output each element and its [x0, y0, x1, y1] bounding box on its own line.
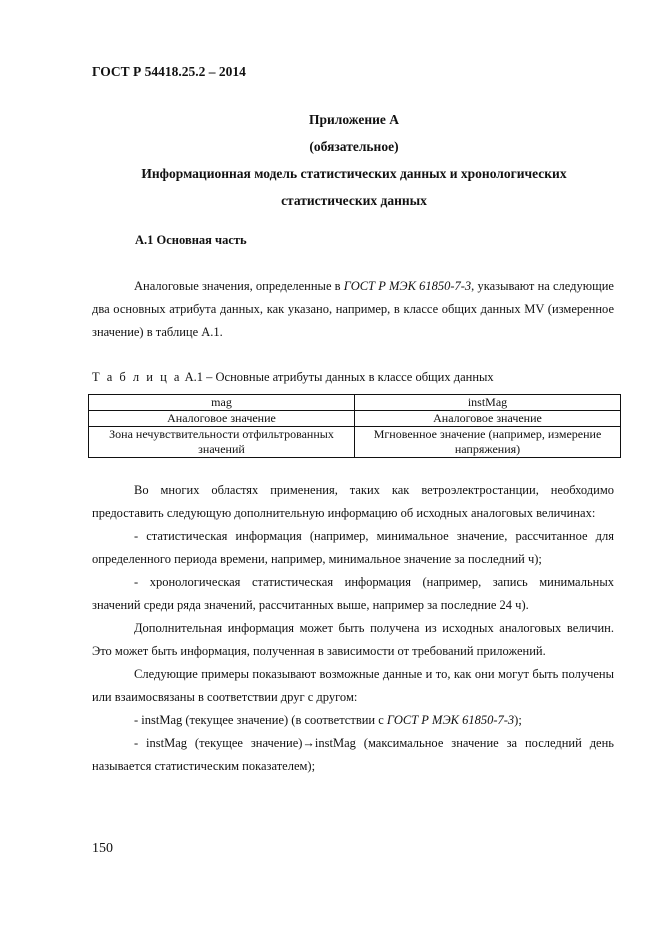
appendix-heading-line2: статистических данных — [281, 193, 427, 208]
reference: ГОСТ Р МЭК 61850-7-3 — [386, 713, 515, 727]
body-text — [92, 479, 614, 778]
table-cell: Зона нечувствительности отфильтрованных значений — [89, 427, 355, 458]
data-attributes-table — [88, 394, 621, 458]
section-title: А.1 Основная часть — [135, 233, 247, 247]
text-fragment: ); — [514, 713, 522, 727]
intro-text-1: Аналоговые значения, определенные в — [134, 279, 344, 293]
table-row — [89, 411, 621, 427]
appendix-heading-line1: Информационная модель статистических данных и хронологических — [141, 166, 567, 181]
table-caption-text: А.1 – Основные атрибуты данных в классе общих данных — [181, 370, 494, 384]
table-caption-label: Т а б л и ц а — [92, 370, 182, 384]
table-caption — [92, 370, 494, 385]
table-header-cell: mag — [89, 395, 355, 411]
paragraph: Дополнительная информация может быть получена из исходных аналоговых величин. Это может быть информация, полученная в зависимости от требований приложений. — [92, 621, 614, 658]
table-row — [89, 427, 621, 458]
appendix-title: Приложение А — [308, 112, 400, 127]
document-header: ГОСТ Р 54418.25.2 – 2014 — [92, 64, 246, 79]
paragraph: Во многих областях применения, таких как ветроэлектростанции, необходимо предоставить следующую дополнительную информацию об исходных аналоговых величинах: — [92, 483, 614, 520]
table-cell: Аналоговое значение — [89, 411, 355, 427]
paragraph — [92, 709, 614, 732]
paragraph: - instMag (текущее значение)→instMag (максимальное значение за последний день называется статистическим показателем); — [92, 736, 614, 773]
intro-reference: ГОСТ Р МЭК 61850-7-3 — [343, 279, 472, 293]
table-cell: Мгновенное значение (например, измерение напряжения) — [355, 427, 621, 458]
paragraph: - статистическая информация (например, минимальное значение, рассчитанное для определенного периода времени, например, минимальное значение за последний ч); — [92, 529, 614, 566]
table-cell: Аналоговое значение — [355, 411, 621, 427]
page-number: 150 — [92, 841, 113, 856]
appendix-status: (обязательное) — [309, 139, 399, 154]
intro-paragraph — [92, 275, 614, 344]
table-header-row — [89, 395, 621, 411]
paragraph: Следующие примеры показывают возможные данные и то, как они могут быть получены или взаимосвязаны в соответствии друг с другом: — [92, 667, 614, 704]
paragraph: - хронологическая статистическая информация (например, запись минимальных значений среди ряда значений, рассчитанных выше, например за последние 24 ч). — [92, 575, 614, 612]
table-header-cell: instMag — [355, 395, 621, 411]
text-fragment: - instMag (текущее значение) (в соответствии с — [134, 713, 387, 727]
intro-text-2: , указывают на следующие два основных атрибута данных, как указано, например, в классе общих данных MV (измеренное значение) в таблице А.1. — [92, 279, 614, 339]
